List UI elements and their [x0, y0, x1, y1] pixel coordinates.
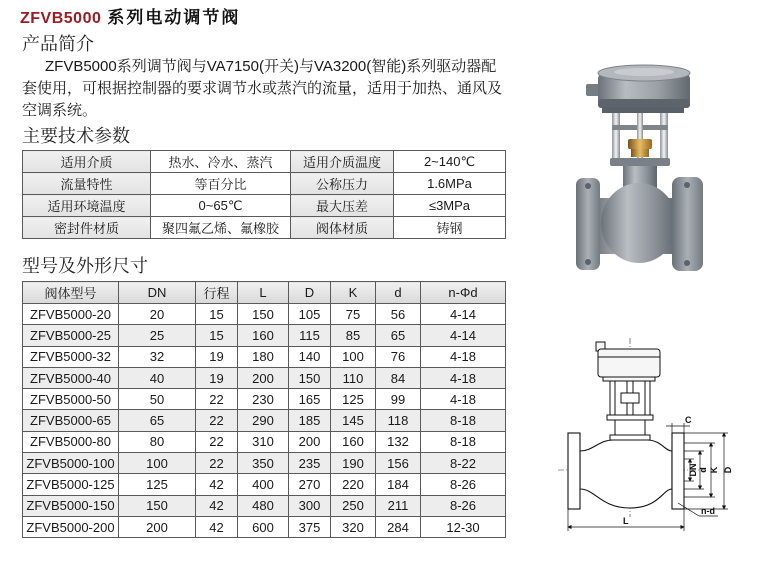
dim-cell-bolt-holes: 8-26	[421, 495, 506, 516]
dim-cell-flange-d: 300	[289, 495, 331, 516]
dim-table-row	[23, 495, 506, 516]
dim-cell-bolt-circle-k: 250	[331, 495, 376, 516]
dim-cell-bolt-holes: 8-22	[421, 453, 506, 474]
dim-cell-raised-face-d: 56	[376, 304, 421, 325]
intro-heading: 产品简介	[22, 34, 94, 54]
dim-label-c: C	[685, 415, 692, 425]
dim-cell-model: ZFVB5000-150	[23, 495, 119, 516]
spec-value-cell: 等百分比	[151, 173, 291, 195]
dim-cell-stroke: 19	[196, 346, 238, 367]
dim-header-stroke: 行程	[196, 282, 238, 304]
dim-cell-bolt-holes: 8-18	[421, 431, 506, 452]
dim-cell-flange-d: 115	[289, 325, 331, 346]
dim-cell-dn: 125	[119, 474, 196, 495]
dim-cell-bolt-holes: 8-26	[421, 474, 506, 495]
dim-cell-bolt-circle-k: 100	[331, 346, 376, 367]
valve-product-photo	[565, 55, 715, 277]
spec-row	[23, 173, 506, 195]
spec-label-cell: 适用介质温度	[291, 151, 394, 173]
dim-cell-bolt-holes: 4-18	[421, 389, 506, 410]
spec-value-cell: ≤3MPa	[394, 195, 506, 217]
dim-cell-dn: 100	[119, 453, 196, 474]
dim-table-row	[23, 474, 506, 495]
spec-label-cell: 流量特性	[23, 173, 151, 195]
spec-label-cell: 适用环境温度	[23, 195, 151, 217]
dim-cell-raised-face-d: 84	[376, 367, 421, 388]
dim-header-row	[23, 282, 506, 304]
actuator	[586, 65, 690, 108]
dim-cell-model: ZFVB5000-80	[23, 431, 119, 452]
dim-cell-stroke: 42	[196, 474, 238, 495]
dim-cell-flange-d: 270	[289, 474, 331, 495]
dim-cell-model: ZFVB5000-100	[23, 453, 119, 474]
dim-cell-model: ZFVB5000-50	[23, 389, 119, 410]
dim-cell-dn: 65	[119, 410, 196, 431]
intro-line: 套使用，可根据控制器的要求调节水或蒸汽的流量，适用于加热、通风及	[22, 80, 503, 97]
spec-value-cell: 热水、冷水、蒸汽	[151, 151, 291, 173]
dimensions-heading: 型号及外形尺寸	[22, 256, 148, 276]
dim-table-row	[23, 389, 506, 410]
dim-cell-bolt-holes: 12-30	[421, 516, 506, 537]
dim-label-dn: DN	[688, 463, 698, 477]
dim-cell-bolt-circle-k: 220	[331, 474, 376, 495]
dim-cell-flange-d: 375	[289, 516, 331, 537]
dim-cell-raised-face-d: 284	[376, 516, 421, 537]
dim-cell-raised-face-d: 211	[376, 495, 421, 516]
dim-cell-bolt-holes: 4-14	[421, 304, 506, 325]
dimensions-table-body	[23, 282, 506, 538]
spec-label-cell: 密封件材质	[23, 217, 151, 239]
spec-row	[23, 195, 506, 217]
spec-value-cell: 铸钢	[394, 217, 506, 239]
title-product-name: 系列电动调节阀	[107, 8, 241, 27]
dim-cell-stroke: 22	[196, 453, 238, 474]
valve-dimension-drawing	[555, 335, 745, 535]
spec-row	[23, 151, 506, 173]
dim-label-k: K	[709, 466, 719, 474]
actuator-outline	[596, 342, 660, 381]
dim-cell-bolt-circle-k: 190	[331, 453, 376, 474]
flange-right	[672, 177, 703, 271]
dim-cell-length-l: 400	[238, 474, 289, 495]
title-model: ZFVB5000	[20, 10, 102, 27]
dim-cell-flange-d: 200	[289, 431, 331, 452]
dim-cell-length-l: 350	[238, 453, 289, 474]
dim-cell-bolt-holes: 4-18	[421, 367, 506, 388]
dim-cell-raised-face-d: 65	[376, 325, 421, 346]
dim-cell-dn: 25	[119, 325, 196, 346]
dim-cell-stroke: 19	[196, 367, 238, 388]
intro-line: ZFVB5000系列调节阀与VA7150(开关)与VA3200(智能)系列驱动器配	[45, 58, 497, 75]
spec-row	[23, 217, 506, 239]
dim-cell-bolt-circle-k: 125	[331, 389, 376, 410]
spec-label-cell: 阀体材质	[291, 217, 394, 239]
dim-cell-stroke: 15	[196, 304, 238, 325]
dim-cell-length-l: 150	[238, 304, 289, 325]
dim-cell-bolt-holes: 8-18	[421, 410, 506, 431]
bonnet-outline	[610, 420, 650, 440]
flange-left	[576, 178, 600, 270]
dim-cell-bolt-circle-k: 85	[331, 325, 376, 346]
dim-table-row	[23, 410, 506, 431]
dim-cell-bolt-circle-k: 110	[331, 367, 376, 388]
dim-cell-bolt-holes: 4-18	[421, 346, 506, 367]
dim-header-length-l: L	[238, 282, 289, 304]
body-outline	[568, 433, 684, 509]
dim-cell-dn: 20	[119, 304, 196, 325]
dim-header-bolt-circle-k: K	[331, 282, 376, 304]
dim-cell-stroke: 42	[196, 516, 238, 537]
dim-cell-dn: 32	[119, 346, 196, 367]
dim-header-dn: DN	[119, 282, 196, 304]
dim-cell-dn: 200	[119, 516, 196, 537]
dim-cell-flange-d: 150	[289, 367, 331, 388]
dim-label-outer-d: D	[723, 466, 733, 474]
dim-cell-dn: 50	[119, 389, 196, 410]
cable-gland	[586, 84, 600, 96]
spec-value-cell: 2~140℃	[394, 151, 506, 173]
dim-table-row	[23, 453, 506, 474]
dim-label-l: L	[623, 516, 629, 526]
dim-cell-raised-face-d: 132	[376, 431, 421, 452]
dim-cell-bolt-holes: 4-14	[421, 325, 506, 346]
specs-heading: 主要技术参数	[22, 126, 130, 146]
spec-label-cell: 最大压差	[291, 195, 394, 217]
specs-table	[22, 150, 506, 239]
spec-value-cell: 0~65℃	[151, 195, 291, 217]
dim-cell-dn: 80	[119, 431, 196, 452]
dim-cell-stroke: 15	[196, 325, 238, 346]
spec-label-cell: 适用介质	[23, 151, 151, 173]
spec-value-cell: 1.6MPa	[394, 173, 506, 195]
dim-cell-model: ZFVB5000-25	[23, 325, 119, 346]
intro-line: 空调系统。	[22, 102, 98, 119]
dim-cell-dn: 150	[119, 495, 196, 516]
dim-cell-flange-d: 165	[289, 389, 331, 410]
dim-table-row	[23, 431, 506, 452]
dim-cell-model: ZFVB5000-20	[23, 304, 119, 325]
dim-cell-length-l: 600	[238, 516, 289, 537]
dim-cell-flange-d: 185	[289, 410, 331, 431]
intro-paragraph	[22, 56, 522, 122]
dim-cell-length-l: 480	[238, 495, 289, 516]
dim-table-row	[23, 325, 506, 346]
dim-cell-bolt-circle-k: 160	[331, 431, 376, 452]
dim-cell-model: ZFVB5000-40	[23, 367, 119, 388]
dim-cell-raised-face-d: 156	[376, 453, 421, 474]
specs-table-body	[23, 151, 506, 239]
dim-label-d: d	[698, 467, 708, 473]
dim-cell-flange-d: 140	[289, 346, 331, 367]
dim-table-row	[23, 346, 506, 367]
dim-cell-length-l: 160	[238, 325, 289, 346]
spec-label-cell: 公称压力	[291, 173, 394, 195]
dim-header-bolt-holes: n-Φd	[421, 282, 506, 304]
yoke-outline	[607, 381, 653, 421]
dim-cell-bolt-circle-k: 75	[331, 304, 376, 325]
dim-cell-stroke: 22	[196, 431, 238, 452]
dim-cell-bolt-circle-k: 320	[331, 516, 376, 537]
dim-label-nd: n-d	[701, 506, 715, 516]
dim-cell-length-l: 310	[238, 431, 289, 452]
dim-table-row	[23, 304, 506, 325]
dim-header-model: 阀体型号	[23, 282, 119, 304]
dim-cell-length-l: 180	[238, 346, 289, 367]
dim-header-raised-face-d: d	[376, 282, 421, 304]
dim-cell-flange-d: 235	[289, 453, 331, 474]
dim-header-flange-d: D	[289, 282, 331, 304]
dim-cell-dn: 40	[119, 367, 196, 388]
valve-body	[595, 158, 679, 263]
spec-value-cell: 聚四氟乙烯、氟橡胶	[151, 217, 291, 239]
dim-cell-raised-face-d: 118	[376, 410, 421, 431]
dimensions-table	[22, 281, 506, 538]
brass-coupling	[628, 139, 652, 157]
dim-cell-bolt-circle-k: 145	[331, 410, 376, 431]
dim-cell-length-l: 200	[238, 367, 289, 388]
dim-cell-model: ZFVB5000-32	[23, 346, 119, 367]
dim-cell-flange-d: 105	[289, 304, 331, 325]
dim-cell-raised-face-d: 99	[376, 389, 421, 410]
dim-cell-raised-face-d: 184	[376, 474, 421, 495]
dim-cell-stroke: 42	[196, 495, 238, 516]
dim-cell-length-l: 290	[238, 410, 289, 431]
dim-cell-model: ZFVB5000-200	[23, 516, 119, 537]
page-title	[20, 7, 240, 30]
dim-cell-length-l: 230	[238, 389, 289, 410]
dim-cell-model: ZFVB5000-125	[23, 474, 119, 495]
dim-table-row	[23, 367, 506, 388]
dim-cell-model: ZFVB5000-65	[23, 410, 119, 431]
dim-cell-stroke: 22	[196, 389, 238, 410]
dim-cell-raised-face-d: 76	[376, 346, 421, 367]
dim-cell-stroke: 22	[196, 410, 238, 431]
dim-table-row	[23, 516, 506, 537]
